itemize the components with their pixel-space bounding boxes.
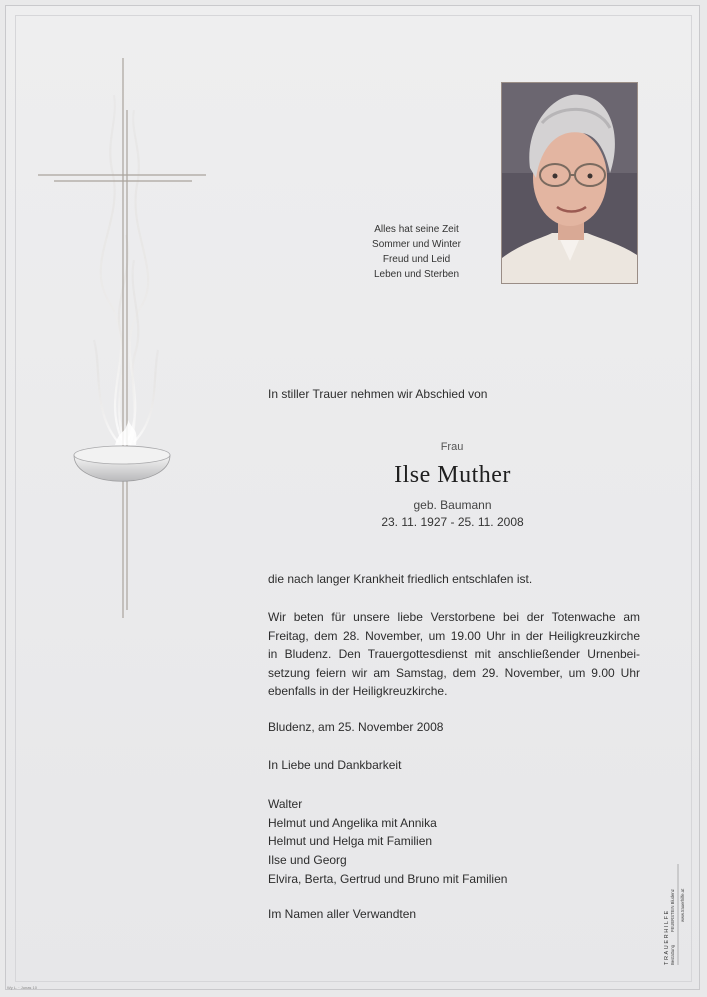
family-member: Helmut und Helga mit Familien [268, 834, 433, 849]
birth-name: geb. Baumann [413, 498, 492, 512]
motto-line: Leben und Sterben [373, 269, 460, 280]
life-dates: 23. 11. 1927 - 25. 11. 2008 [381, 515, 524, 529]
service-line: in Bludenz. Den Trauergottesdienst mit anschließender Urnenbei- [268, 647, 640, 662]
undertaker-sub: Bestattung [670, 944, 675, 965]
cross-with-flame-icon [30, 50, 220, 625]
family-member: Helmut und Angelika mit Annika [268, 815, 437, 830]
motto-verse [340, 222, 493, 282]
passed-text: die nach langer Krankheit friedlich entschlafen ist. [268, 572, 533, 586]
place-date: Bludenz, am 25. November 2008 [268, 720, 444, 734]
undertaker-web: www.trauerhilfe.at [680, 888, 685, 922]
service-line: setzung feiern wir am Samstag, dem 29. November, um 9.00 Uhr [268, 665, 640, 680]
salutation: Frau [440, 441, 464, 453]
undertaker-name: TRAUERHILFE [664, 909, 670, 965]
undertaker-owner: FEUERSTEIN Bludenz [670, 889, 675, 932]
motto-line: Sommer und Winter [372, 239, 461, 250]
motto-line: Freud und Leid [382, 254, 451, 265]
service-line: Wir beten für unsere liebe Verstorbene bei der Totenwache am [268, 610, 640, 624]
deceased-name: Ilse Muther [394, 462, 511, 488]
family-member: Elvira, Berta, Gertrud und Bruno mit Familien [268, 871, 508, 886]
service-line: Freitag, dem 28. November, um 19.00 Uhr in der Heiligkreuzkirche [268, 628, 640, 643]
service-announcement [268, 608, 640, 701]
intro-text: In stiller Trauer nehmen wir Abschied von [268, 387, 488, 401]
closing-line: Im Namen aller Verwandten [268, 907, 417, 921]
family-member: Ilse und Georg [268, 853, 347, 868]
undertaker-imprint [660, 862, 690, 967]
family-member: Walter [268, 797, 303, 811]
print-footer: Wy L. · Junas 10 [7, 985, 37, 990]
portrait-photo [501, 82, 638, 284]
service-line: ebenfalls in der Heiligkreuzkirche. [268, 684, 448, 699]
motto-line: Alles hat seine Zeit [374, 224, 459, 235]
love-line: In Liebe und Dankbarkeit [268, 758, 402, 772]
family-list [268, 795, 507, 889]
